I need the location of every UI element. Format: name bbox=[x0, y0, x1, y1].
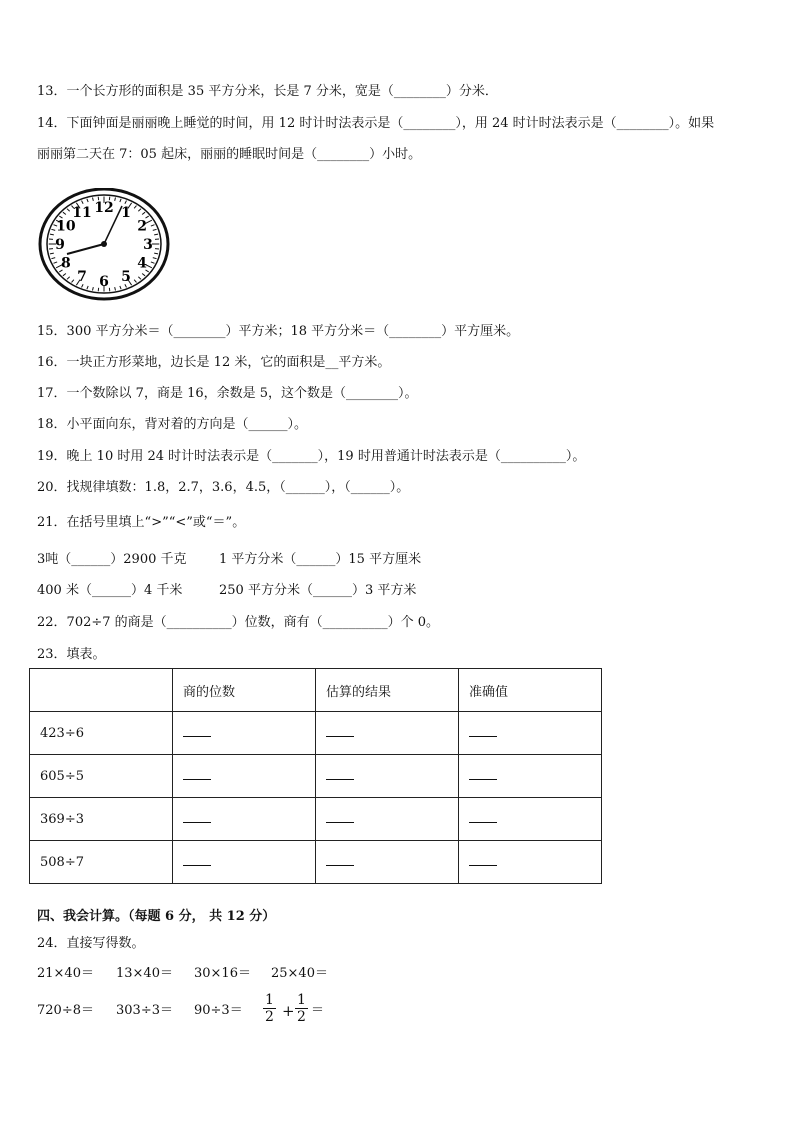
table-row bbox=[30, 712, 602, 755]
fill-table bbox=[29, 668, 602, 884]
clock-number: 12 bbox=[94, 200, 114, 216]
question-20: 20．找规律填数：1.8，2.7，3.6，4.5，（______），（______）。 bbox=[37, 480, 410, 495]
clock-number: 7 bbox=[77, 269, 87, 286]
row-label: 508÷7 bbox=[30, 841, 173, 884]
hour-hand bbox=[67, 244, 104, 254]
fraction-a: $\frac{1}{2}$ bbox=[265, 992, 274, 1025]
answer-cell[interactable] bbox=[173, 841, 316, 884]
clock-number: 11 bbox=[72, 204, 92, 221]
q21-item-1b: 1 平方分米（______）15 平方厘米 bbox=[219, 552, 422, 567]
calc-item: 30×16＝ bbox=[194, 966, 251, 981]
q21-item-2b: 250 平方分米（______）3 平方米 bbox=[219, 583, 417, 598]
clock-number: 6 bbox=[99, 274, 109, 290]
clock-number: 10 bbox=[56, 218, 76, 235]
table-row bbox=[30, 841, 602, 884]
answer-cell[interactable] bbox=[173, 755, 316, 798]
calc-item: 21×40＝ bbox=[37, 966, 94, 981]
table-header-cell: 商的位数 bbox=[173, 669, 316, 712]
plus-sign: + bbox=[282, 1002, 295, 1020]
table-row bbox=[30, 755, 602, 798]
clock-number: 5 bbox=[121, 269, 131, 286]
clock-number: 2 bbox=[137, 218, 147, 235]
calc-item: 13×40＝ bbox=[116, 966, 173, 981]
question-14-line2: 丽丽第二天在 7：05 起床，丽丽的睡眠时间是（________）小时。 bbox=[37, 147, 422, 162]
table-header-cell bbox=[30, 669, 173, 712]
answer-cell[interactable] bbox=[459, 712, 602, 755]
answer-cell[interactable] bbox=[173, 798, 316, 841]
table-row bbox=[30, 798, 602, 841]
answer-cell[interactable] bbox=[459, 755, 602, 798]
answer-cell[interactable] bbox=[316, 712, 459, 755]
clock-number: 9 bbox=[55, 237, 65, 253]
question-23: 23．填表。 bbox=[37, 647, 106, 662]
table-header-cell: 准确值 bbox=[459, 669, 602, 712]
question-24: 24．直接写得数。 bbox=[37, 936, 145, 951]
answer-cell[interactable] bbox=[316, 755, 459, 798]
section-4-heading: 四、我会计算。（每题 6 分， 共 12 分） bbox=[37, 909, 276, 924]
question-13: 13．一个长方形的面积是 35 平方分米，长是 7 分米，宽是（________）分米． bbox=[37, 84, 498, 99]
clock-number: 4 bbox=[137, 255, 147, 272]
row-label: 369÷3 bbox=[30, 798, 173, 841]
question-17: 17．一个数除以 7，商是 16，余数是 5，这个数是（________）。 bbox=[37, 386, 418, 401]
table-header-cell: 估算的结果 bbox=[316, 669, 459, 712]
answer-cell[interactable] bbox=[459, 798, 602, 841]
clock-number: 8 bbox=[61, 255, 71, 272]
q21-item-2a: 400 米（______）4 千米 bbox=[37, 583, 183, 598]
row-label: 605÷5 bbox=[30, 755, 173, 798]
question-21: 21．在括号里填上“>”“<”或“＝”。 bbox=[37, 515, 246, 530]
answer-cell[interactable] bbox=[173, 712, 316, 755]
equals-sign: ＝ bbox=[311, 1003, 325, 1018]
calc-item: 720÷8＝ bbox=[37, 1003, 94, 1018]
question-16: 16．一块正方形菜地，边长是 12 米，它的面积是__平方米。 bbox=[37, 355, 391, 370]
answer-cell[interactable] bbox=[459, 841, 602, 884]
q21-item-1a: 3吨（______）2900 千克 bbox=[37, 552, 187, 567]
question-14-line1: 14．下面钟面是丽丽晚上睡觉的时间，用 12 时计时法表示是（________），用 24 时计时法表示是（________）。如果 bbox=[37, 116, 715, 131]
question-15: 15．300 平方分米＝（________）平方米；18 平方分米＝（________）平方厘米。 bbox=[37, 324, 520, 339]
calc-item: 25×40＝ bbox=[271, 966, 328, 981]
answer-cell[interactable] bbox=[316, 841, 459, 884]
row-label: 423÷6 bbox=[30, 712, 173, 755]
clock-number: 1 bbox=[121, 204, 131, 221]
clock-number: 3 bbox=[143, 237, 153, 253]
calc-item: 303÷3＝ bbox=[116, 1003, 173, 1018]
question-22: 22．702÷7 的商是（__________）位数，商有（__________）个 0。 bbox=[37, 615, 440, 630]
clock-face bbox=[37, 188, 171, 304]
answer-cell[interactable] bbox=[316, 798, 459, 841]
question-19: 19．晚上 10 时用 24 时计时法表示是（_______），19 时用普通计时法表示是（__________）。 bbox=[37, 449, 586, 464]
fraction-b: $\frac{1}{2}$ bbox=[297, 992, 306, 1025]
calc-item: 90÷3＝ bbox=[194, 1003, 243, 1018]
question-18: 18．小平面向东，背对着的方向是（______）。 bbox=[37, 417, 308, 432]
table-header-row bbox=[30, 669, 602, 712]
